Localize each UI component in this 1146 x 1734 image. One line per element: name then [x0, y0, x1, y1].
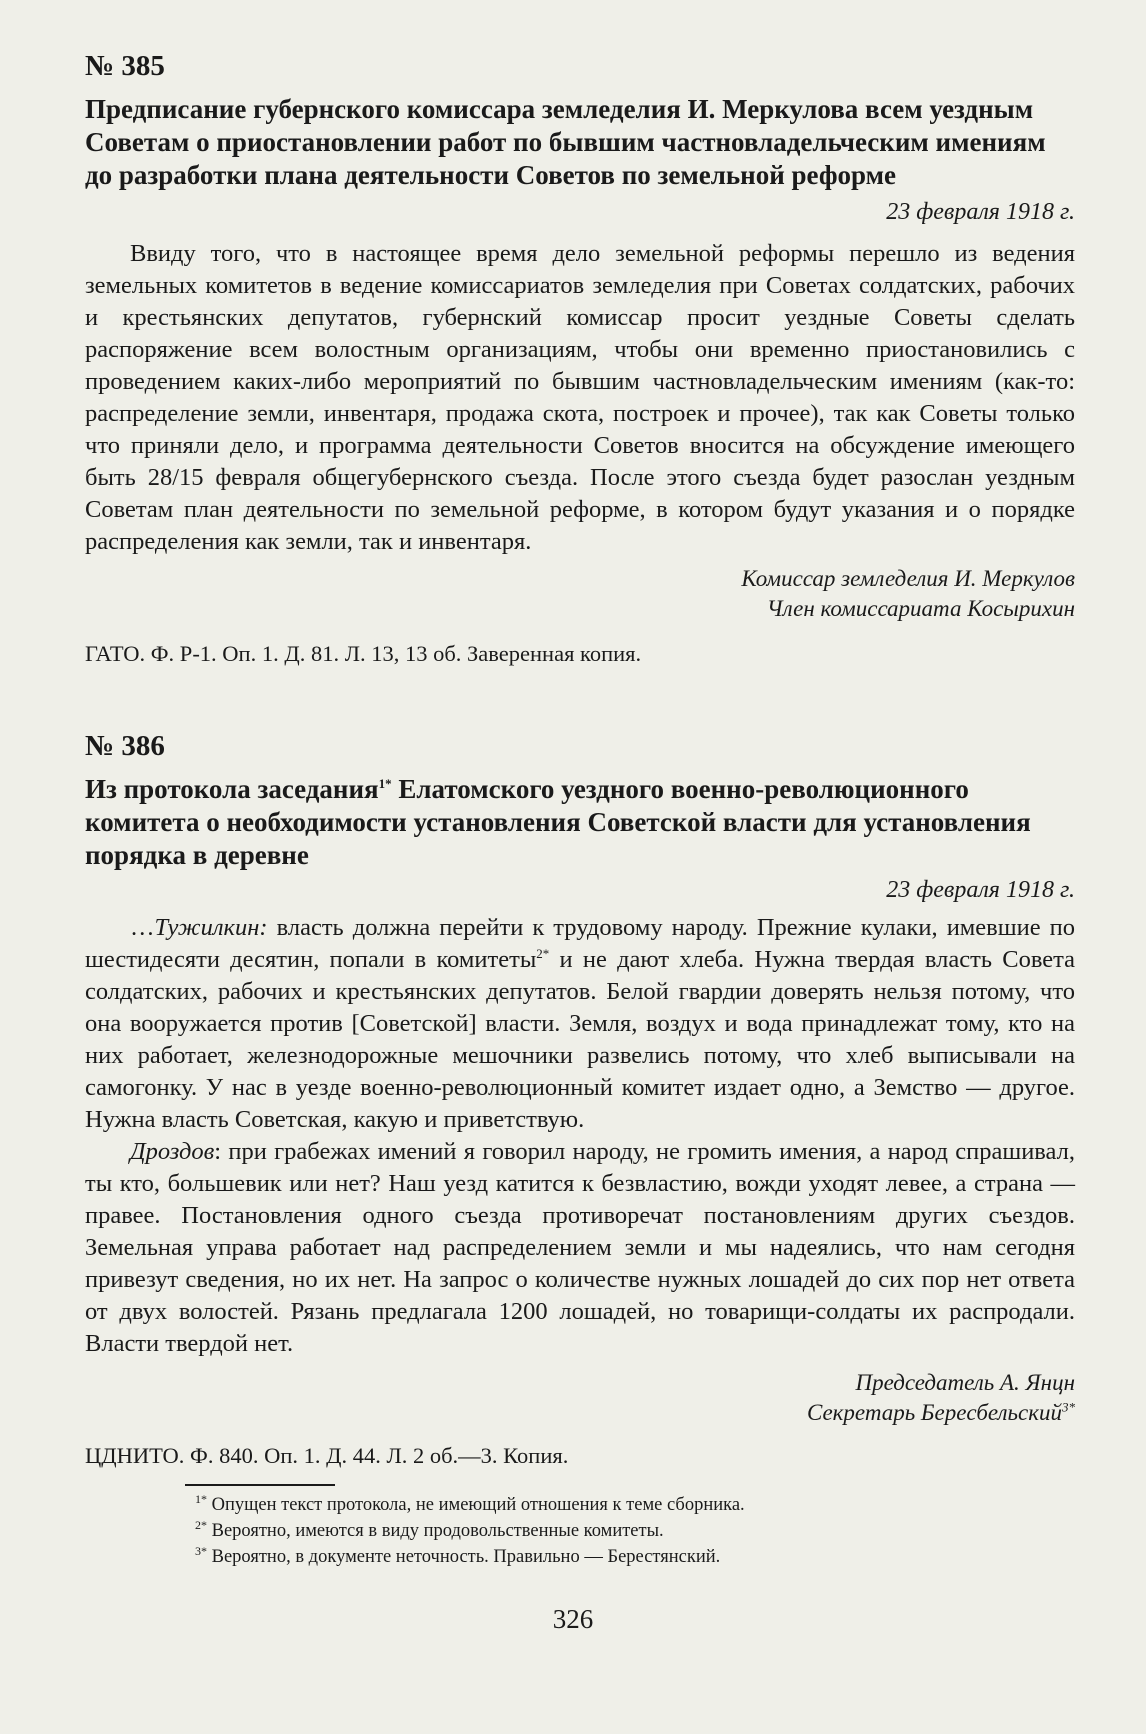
- document-date: 23 февраля 1918 г.: [886, 877, 1075, 903]
- document-386: [85, 730, 1075, 1570]
- footnote-ref: 2*: [536, 945, 550, 961]
- ellipsis: …: [130, 914, 155, 941]
- footnote: [85, 1518, 1075, 1544]
- document-number: № 385: [85, 50, 165, 82]
- title-text: Елатомского уездного военно-революционного комитета о необходимости установления Советской власти для установления порядка в деревне: [85, 774, 1031, 870]
- body-paragraph: Ввиду того, что в настоящее время дело земельной реформы перешло из ведения земельных комитетов в ведение комиссариатов земледелия при Советах солдатских, рабочих и крестьянских депутатов, губернский комиссар просит уездные Советы сделать распоряжение всем волостным организациям, чтобы они временно приостановились с проведением каких-либо мероприятий по бывшим частновладельческим имениям (как-то: распределение земли, инвентаря, продажа скота, построек и прочее), так как Советы только что приняли дело, и программа деятельности Советов вносится на обсуждение имеющего быть 28/15 февраля общегубернского съезда. После этого съезда будет разослан уездным Советам план деятельности по земельной реформе, в котором будут указания и о порядке распределения как земли, так и инвентаря.: [85, 240, 1075, 555]
- footnote-divider: [185, 1484, 335, 1486]
- footnotes: [85, 1492, 1075, 1570]
- document-title: [85, 773, 1075, 872]
- document-date: 23 февраля 1918 г.: [886, 199, 1075, 225]
- speaker-name: Тужилкин:: [154, 914, 268, 941]
- body-paragraph: [85, 1136, 1075, 1360]
- signature-commissar: Комиссар земледелия И. Меркулов: [741, 566, 1075, 591]
- footnote-text: Вероятно, имеются в виду продовольственные комитеты.: [211, 1521, 664, 1541]
- speech-text: власть должна перейти к трудовому народу. Прежние кулаки, имевшие по шестидесяти десятин, попали в комитеты: [85, 914, 1075, 973]
- document-title: Предписание губернского комиссара земледелия И. Меркулова всем уездным Советам о приостановлении работ по бывшим частновладельческим имениям до разработки плана деятельности Советов по земельной реформе: [85, 94, 1046, 190]
- footnote-ref: 3*: [1062, 1399, 1075, 1415]
- footnote-mark: 2*: [195, 1517, 207, 1532]
- secretary-name: Секретарь Берeсбельский: [806, 1400, 1062, 1425]
- speaker-name: Дроздов: [130, 1138, 215, 1165]
- title-text: Из протокола заседания: [85, 774, 379, 804]
- signature-secretary: [85, 1398, 1075, 1428]
- document-body: [85, 238, 1075, 558]
- body-paragraph: [85, 912, 1075, 1136]
- footnote: [85, 1492, 1075, 1518]
- speech-text: : при грабежах имений я говорил народу, не громить имения, а народ спрашивал, ты кто, большевик или нет? Наш уезд катится к безвластию, вожди уходят левее, а страна — правее. Постановления одного съезда противоречат постановлениям других съездов. Земельная управа работает над распределением земли и мы надеялись, что нам сегодня привезут сведения, но их нет. На запрос о количестве нужных лошадей до сих пор нет ответа от двух волостей. Рязань предлагала 1200 лошадей, но товарищи-солдаты их распродали. Власти твердой нет.: [85, 1138, 1075, 1357]
- signature-member: Член комиссариата Косырихин: [766, 596, 1075, 621]
- document-385: [85, 50, 1075, 670]
- footnote-mark: 3*: [195, 1543, 207, 1558]
- footnote-text: Вероятно, в документе неточность. Правильно — Берестянский.: [211, 1547, 721, 1567]
- signature-chairman: Председатель А. Янцн: [855, 1370, 1075, 1395]
- document-body: [85, 912, 1075, 1360]
- document-number: № 386: [85, 730, 165, 762]
- archive-source: ГАТО. Ф. Р-1. Оп. 1. Д. 81. Л. 13, 13 об. Заверенная копия.: [85, 641, 642, 666]
- footnote-text: Опущен текст протокола, не имеющий отношения к теме сборника.: [211, 1495, 745, 1515]
- page-number: 326: [552, 1604, 594, 1634]
- footnote-ref: 1*: [378, 776, 392, 791]
- archive-source: ЦДНИТО. Ф. 840. Оп. 1. Д. 44. Л. 2 об.—3. Копия.: [85, 1443, 569, 1468]
- speech-text: и не дают хлеба. Нужна твердая власть Совета солдатских, рабочих и крестьянских депутатов. Белой гвардии доверять нельзя потому, что она вооружается против [Советской] власти. Земля, воздух и вода принадлежат тому, кто на них работает, железнодорожные мешочники развелись потому, что хлеб выписывали на самогонку. У нас в уезде военно-революционный комитет издает одно, а Земство — другое. Нужна власть Советская, какую и приветствую.: [85, 946, 1076, 1133]
- footnote-mark: 1*: [195, 1491, 207, 1506]
- footnote: [85, 1544, 1075, 1570]
